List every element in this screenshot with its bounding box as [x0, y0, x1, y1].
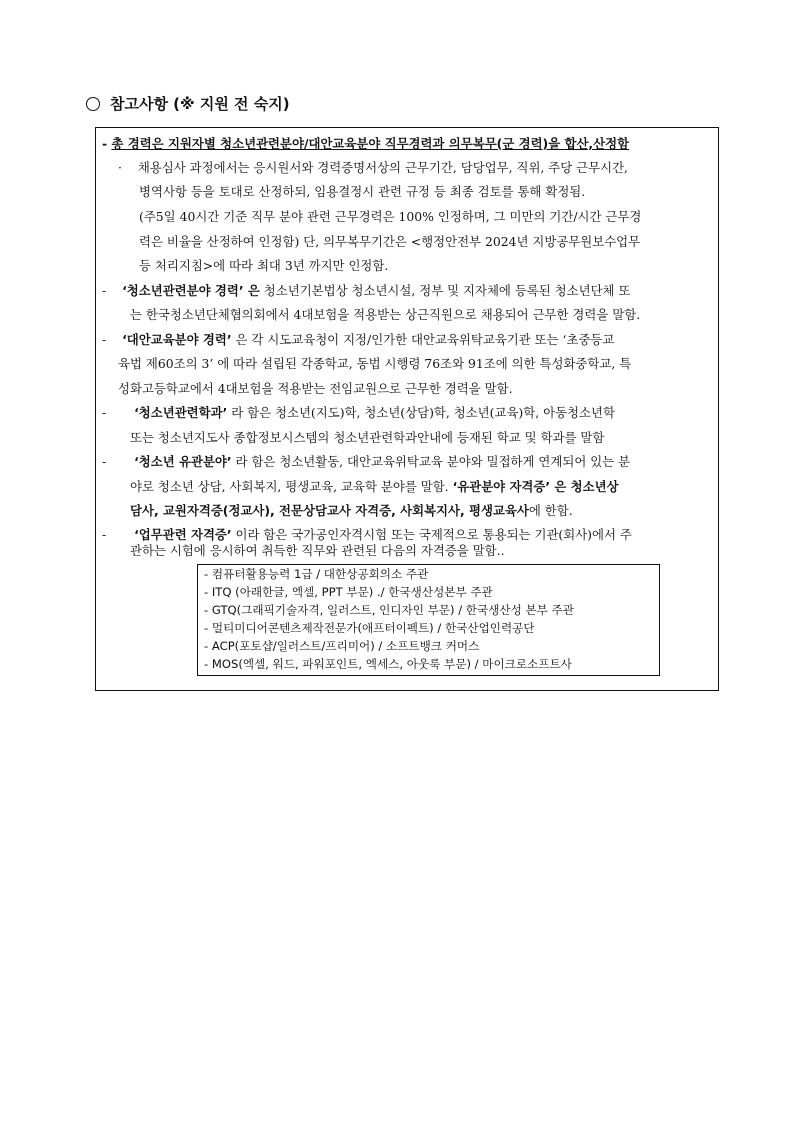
notice-box — [95, 127, 719, 691]
alt-career-line-2: 육법 제60조의 3’ 에 따라 설립된 각종학교, 동법 시행령 76조와 91조에 의한 특성화중학교, 특 — [118, 356, 632, 371]
job-cert-text-1: 이라 함은 국가공인자격시험 또는 국제적으로 통용되는 기관(회사)에서 주 — [231, 527, 632, 542]
youth-career-term: ‘청소년관련분야 경력’ — [122, 283, 244, 298]
related-field-text-1: 라 함은 청소년활동, 대안교육위탁교육 분야와 밀접하게 연계되어 있는 분 — [231, 454, 631, 469]
review-line-4: 력은 비율을 산정하여 인정함) 단, 의무복무기간은 <행정안전부 2024년 지방공무원보수업무 — [139, 234, 641, 249]
certificate-item: - ITQ (아래한글, 엑셀, PPT 부문) ./ 한국생산성본부 주관 — [204, 585, 493, 599]
youth-career-text-1: 청소년기본법상 청소년시설, 정부 및 지자체에 등록된 청소년단체 또 — [259, 283, 631, 298]
certificate-item: - GTQ(그래픽기술자격, 일러스트, 인디자인 부문) / 한국생산성 본부 주관 — [204, 603, 574, 617]
related-field-text-2: 야로 청소년 상담, 사회복지, 평생교육, 교육학 분야를 말함. — [130, 479, 453, 494]
related-field-line-2 — [130, 478, 619, 496]
certificate-item: - MOS(엑셀, 워드, 파워포인트, 엑세스, 아웃룩 부문) / 마이크로소프트사 — [204, 657, 572, 671]
bullet-dot: · — [118, 160, 122, 175]
circle-icon — [86, 97, 100, 111]
certificate-item: - 컴퓨터활용능력 1급 / 대한상공회의소 주관 — [204, 567, 429, 581]
intro-text: 총 경력은 지원자별 청소년관련분야/대안교육분야 직무경력과 의무복무(군 경력)을 합산,산정함 — [111, 136, 630, 151]
youth-dept-text-1: 라 함은 청소년(지도)학, 청소년(상담)학, 청소년(교육)학, 아동청소년학 — [227, 405, 615, 420]
certificate-list-box — [197, 564, 660, 676]
review-text-1: 채용심사 과정에서는 응시원서와 경력증명서상의 근무기간, 담당업무, 직위, 주당 근무시간, — [137, 160, 628, 175]
bullet-dash: - — [102, 283, 107, 298]
certificate-item: - 멀티미디어콘텐츠제작전문가(애프터이펙트) / 한국산업인력공단 — [204, 621, 535, 635]
related-field-line-3 — [130, 502, 573, 520]
youth-career-particle: 은 — [243, 283, 260, 298]
job-cert-term: ‘업무관련 자격증’ — [134, 527, 232, 542]
related-cert-term: ‘유관분야 자격증’ 은 청소년상 — [452, 479, 619, 494]
review-line-5: 등 처리지침>에 따라 최대 3년 까지만 인정함. — [139, 258, 389, 273]
review-line-1 — [118, 159, 628, 177]
related-field-text-3: 에 한함. — [528, 503, 573, 518]
youth-dept-term: ‘청소년관련학과’ — [134, 405, 228, 420]
section-heading-text: 참고사항 (※ 지원 전 숙지) — [110, 95, 290, 113]
bullet-dash: - — [102, 332, 107, 347]
youth-dept-line-1 — [102, 404, 615, 422]
related-cert-list: 담사, 교원자격증(정교사), 전문상담교사 자격증, 사회복지사, 평생교육사 — [130, 503, 529, 518]
youth-career-line-1 — [102, 282, 630, 300]
review-line-2: 병역사항 등을 토대로 산정하되, 임용결정시 관련 규정 등 최종 검토를 통해 확정됨. — [139, 184, 586, 199]
youth-dept-line-2: 또는 청소년지도사 종합정보시스템의 청소년관련학과안내에 등재된 학교 및 학과를 말함 — [130, 430, 605, 445]
alt-career-term: ‘대안교육분야 경력’ — [122, 332, 232, 347]
alt-career-line-3: 성화고등학교에서 4대보험을 적용받는 전임교원으로 근무한 경력을 말함. — [118, 381, 513, 396]
bullet-dash: - — [102, 454, 107, 469]
section-heading — [86, 93, 290, 114]
alt-career-line-1 — [102, 331, 614, 349]
youth-career-line-2: 는 한국청소년단체협의회에서 4대보험을 적용받는 상근직원으로 채용되어 근무한 경력을 말함. — [130, 307, 641, 322]
certificate-item: - ACP(포토샵/일러스트/프리미어) / 소프트뱅크 커머스 — [204, 639, 480, 653]
review-line-3: (주5일 40시간 기준 직무 분야 관련 근무경력은 100% 인정하며, 그 미만의 기간/시간 근무경 — [139, 209, 642, 224]
bullet-dash: - — [102, 527, 107, 542]
bullet-dash: - — [102, 136, 108, 151]
alt-career-text-1: 은 각 시도교육청이 지정/인가한 대안교육위탁교육기관 또는 ‘초중등교 — [231, 332, 615, 347]
bullet-dash: - — [102, 405, 107, 420]
related-field-line-1 — [102, 453, 630, 471]
job-cert-line-2: 관하는 시험에 응시하여 취득한 직무와 관련된 다음의 자격증을 말함.. — [130, 543, 505, 558]
intro-line — [102, 135, 629, 153]
related-field-term: ‘청소년 유관분야’ — [134, 454, 232, 469]
